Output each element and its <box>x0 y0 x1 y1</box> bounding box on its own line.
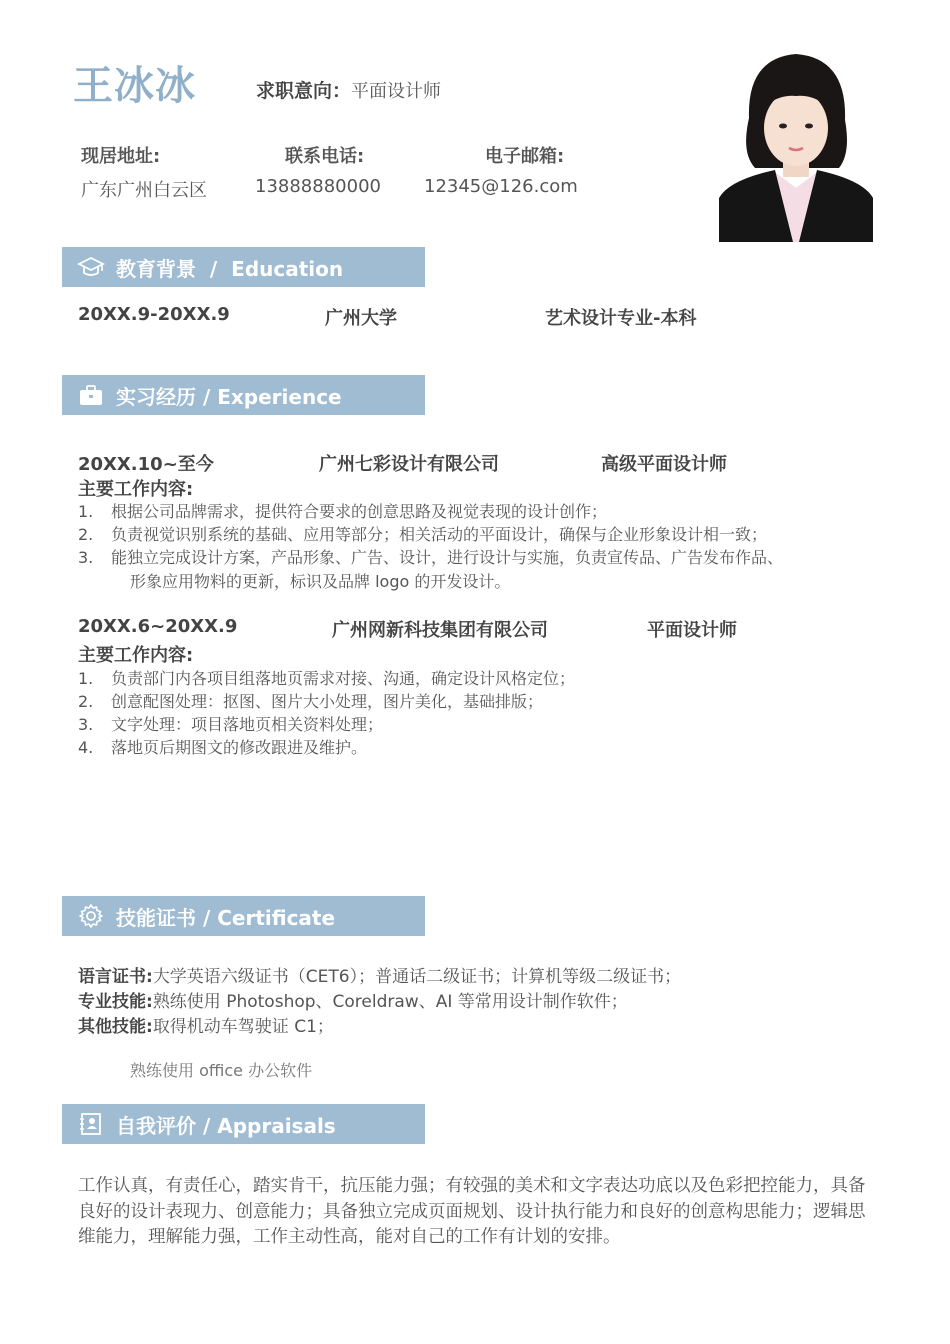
experience-section-title: 实习经历 / Experience <box>116 384 342 409</box>
email-value: 12345@126.com <box>424 176 578 197</box>
duty-item: 2. 负责视觉识别系统的基础、应用等部分；相关活动的平面设计，确保与企业形象设计相一致； <box>78 525 768 544</box>
gear-icon <box>78 903 104 929</box>
duty-item-continuation: 形象应用物料的更新，标识及品牌 logo 的开发设计。 <box>130 572 511 591</box>
education-major: 艺术设计专业-本科 <box>545 308 697 329</box>
graduation-cap-icon <box>78 254 104 280</box>
job-period: 20XX.10~至今 <box>78 454 214 475</box>
email-label: 电子邮箱: <box>485 146 565 167</box>
language-cert-label: 语言证书: <box>78 967 153 987</box>
job-intent <box>256 76 441 103</box>
job-company: 广州七彩设计有限公司 <box>319 454 499 475</box>
other-skill-line <box>78 1012 334 1037</box>
job-company: 广州网新科技集团有限公司 <box>332 620 548 641</box>
appraisal-text: 工作认真，有责任心，踏实肯干，抗压能力强；有较强的美术和文字表达功底以及色彩把控能力，具备良好的设计表现力、创意能力；具备独立完成页面规划、设计执行能力和良好的创意构思能力；逻辑思维能力，理解能力强，工作主动性高，能对自己的工作有计划的安排。 <box>78 1176 866 1247</box>
other-skill-value: 取得机动车驾驶证 C1； <box>152 1017 334 1037</box>
job-position: 平面设计师 <box>647 620 737 641</box>
briefcase-icon <box>78 382 104 408</box>
experience-section-header <box>62 375 425 415</box>
address-label: 现居地址: <box>81 146 161 167</box>
duties-label: 主要工作内容: <box>78 645 194 666</box>
job-position: 高级平面设计师 <box>601 454 727 475</box>
address-book-icon <box>78 1111 104 1137</box>
duty-item: 1. 负责部门内各项目组落地页需求对接、沟通，确定设计风格定位； <box>78 669 576 688</box>
candidate-name: 王冰冰 <box>73 63 196 109</box>
skill-value: 熟练使用 Photoshop、Coreldraw、AI 等常用设计制作软件； <box>152 992 628 1012</box>
education-section-header <box>62 247 425 287</box>
certificate-section-title: 技能证书 / Certificate <box>116 905 336 930</box>
job-period: 20XX.6~20XX.9 <box>78 616 238 637</box>
duty-item: 3. 能独立完成设计方案，产品形象、广告、设计，进行设计与实施，负责宣传品、广告发布作品、 <box>78 548 784 567</box>
duty-item: 2. 创意配图处理：抠图、图片大小处理，图片美化，基础排版； <box>78 692 544 711</box>
duties-label: 主要工作内容: <box>78 479 194 500</box>
skill-line <box>78 987 628 1012</box>
education-section-title: 教育背景 / Education <box>116 256 344 281</box>
skill-label: 专业技能: <box>78 992 153 1012</box>
other-skill-label: 其他技能: <box>78 1017 153 1037</box>
job-intent-value: 平面设计师 <box>351 81 442 102</box>
language-cert-value: 大学英语六级证书（CET6）；普通话二级证书；计算机等级二级证书； <box>152 967 682 987</box>
clipped-text-line: 熟练使用 office 办公软件 <box>130 1061 313 1080</box>
duty-item: 1. 根据公司品牌需求，提供符合要求的创意思路及视觉表现的设计创作； <box>78 502 608 521</box>
job-intent-label: 求职意向： <box>256 80 352 102</box>
appraisal-section-title: 自我评价 / Appraisals <box>116 1113 336 1138</box>
phone-label: 联系电话: <box>285 146 365 167</box>
duty-item: 4. 落地页后期图文的修改跟进及维护。 <box>78 738 368 757</box>
certificate-section-header <box>62 896 425 936</box>
profile-photo <box>719 48 873 242</box>
duty-item: 3. 文字处理：项目落地页相关资料处理； <box>78 715 384 734</box>
language-cert-line <box>78 962 681 987</box>
address-value: 广东广州白云区 <box>81 180 207 201</box>
appraisal-section-header <box>62 1104 425 1144</box>
education-period: 20XX.9-20XX.9 <box>78 304 230 325</box>
education-school: 广州大学 <box>325 308 397 329</box>
phone-value: 13888880000 <box>255 176 381 197</box>
